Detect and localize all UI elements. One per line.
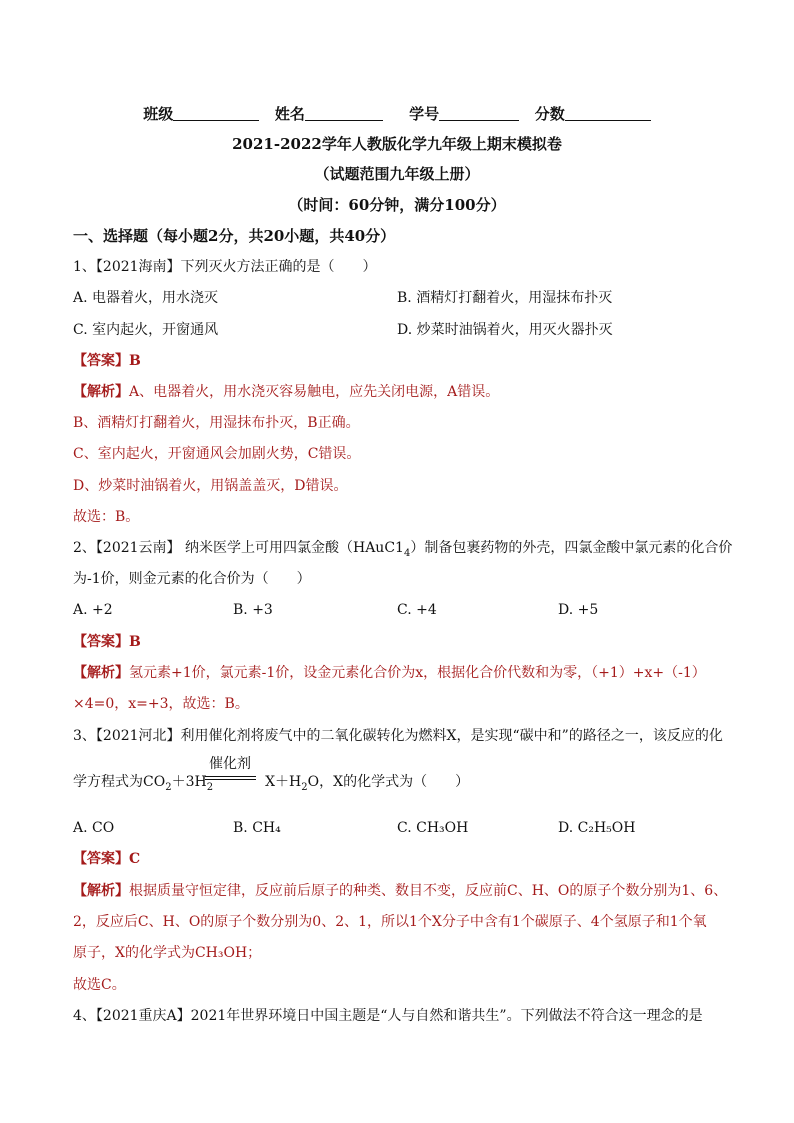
q3-eq-sub-1: 2 [165,781,172,793]
q3-option-a: A. CO [73,820,115,836]
q3-eq-part-4: O，X的化学式为（ ） [307,774,470,790]
q3-option-b: B. CH₄ [233,820,281,836]
q3-eq-sub-3: 2 [301,781,308,793]
q3-option-c: C. CH₃OH [397,820,469,836]
class-blank [173,105,259,121]
q1-conclusion: 故选：B。 [73,509,140,525]
q2-stem-line-2: 为-1价，则金元素的化合价为（ ） [73,571,311,587]
q2-option-b: B. +3 [233,602,273,618]
q3-option-d: D. C₂H₅OH [558,820,636,836]
q1-stem: 1、【2021海南】下列灭火方法正确的是（ ） [73,259,377,275]
q3-analysis-line-3: 原子，X的化学式为CH₃OH； [73,945,262,961]
q4-stem: 4、【2021重庆A】2021年世界环境日中国主题是“人与自然和谐共生”。下列做法不符合这一理念的是 [73,1008,703,1024]
exam-title: 2021-2022学年人教版化学九年级上期末模拟卷 [232,135,562,153]
section-title: 一、选择题（每小题2分，共20小题，共40分） [73,227,396,245]
q2-analysis-text: 氢元素+1价，氯元素-1价，设金元素化合价为x，根据化合价代数和为零，（+1）+x+（-1） [129,665,706,681]
id-blank [439,105,519,121]
exam-scope: （试题范围九年级上册） [314,165,480,183]
q1-answer: 【答案】B [73,353,141,369]
q1-analysis-line-2: B、酒精灯打翻着火，用湿抹布扑灭，B正确。 [73,415,360,431]
name-blank [305,105,383,121]
id-label: 学号 [409,105,440,123]
q2-stem-part-a: 2、【2021云南】 纳米医学上可用四氯金酸（HAuC1 [73,540,404,556]
q2-option-c: C. +4 [397,602,437,618]
q3-conclusion: 故选C。 [73,977,126,993]
class-label: 班级 [143,105,174,123]
q3-eq-part-2: ＋3H [171,774,207,790]
score-blank [565,105,651,121]
q3-eq-sub-2: 2 [206,781,214,793]
q3-analysis-line-1 [73,881,727,901]
q2-analysis-label: 【解析】 [73,665,129,681]
q1-option-b: B. 酒精灯打翻着火，用湿抹布扑灭 [397,290,613,306]
q2-option-d: D. +5 [558,602,599,618]
student-info-line [0,103,794,124]
q2-stem-part-b: ）制备包裹药物的外壳，四氯金酸中氯元素的化合价 [410,540,733,556]
q3-analysis-text: 根据质量守恒定律，反应前后原子的种类、数目不变，反应前C、H、O的原子个数分别为1、6、 [129,883,728,899]
q1-analysis-line-4: D、炒菜时油锅着火，用锅盖盖灭，D错误。 [73,478,348,494]
q3-catalyst-label: 催化剂 [209,756,251,772]
q2-answer: 【答案】B [73,634,141,650]
q1-option-c: C. 室内起火，开窗通风 [73,322,219,338]
name-label: 姓名 [274,105,305,123]
exam-time: （时间：60分钟，满分100分） [288,196,506,214]
q2-analysis-line-1 [73,663,706,683]
q1-analysis-line-1 [73,382,499,402]
q1-analysis-text: A、电器着火，用水浇灭容易触电，应先关闭电源，A错误。 [129,384,500,400]
q3-stem-line-1: 3、【2021河北】利用催化剂将废气中的二氧化碳转化为燃料X，是实现“碳中和”的路径之一，该反应的化 [73,728,723,744]
q1-option-a: A. 电器着火，用水浇灭 [73,290,219,306]
q1-analysis-label: 【解析】 [73,384,129,400]
q3-stem-line-2 [73,772,469,798]
q2-stem-line-1 [73,538,732,564]
q3-analysis-line-2: 2，反应后C、H、O的原子个数分别为0、2、1，所以1个X分子中含有1个碳原子、4个氢原子和1个氧 [73,914,707,930]
q1-option-d: D. 炒菜时油锅着火，用灭火器扑灭 [397,322,613,338]
q3-analysis-label: 【解析】 [73,883,129,899]
score-label: 分数 [534,105,565,123]
q2-analysis-line-2: ×4=0，x=+3，故选：B。 [73,696,249,712]
q3-eq-part-3: X＋H [265,774,302,790]
q1-analysis-line-3: C、室内起火，开窗通风会加剧火势，C错误。 [73,446,361,462]
q3-answer: 【答案】C [73,851,141,867]
q3-eq-part-1: 学方程式为CO [73,774,166,790]
q2-option-a: A. +2 [73,602,113,618]
q2-stem-subscript: 4 [403,547,411,559]
